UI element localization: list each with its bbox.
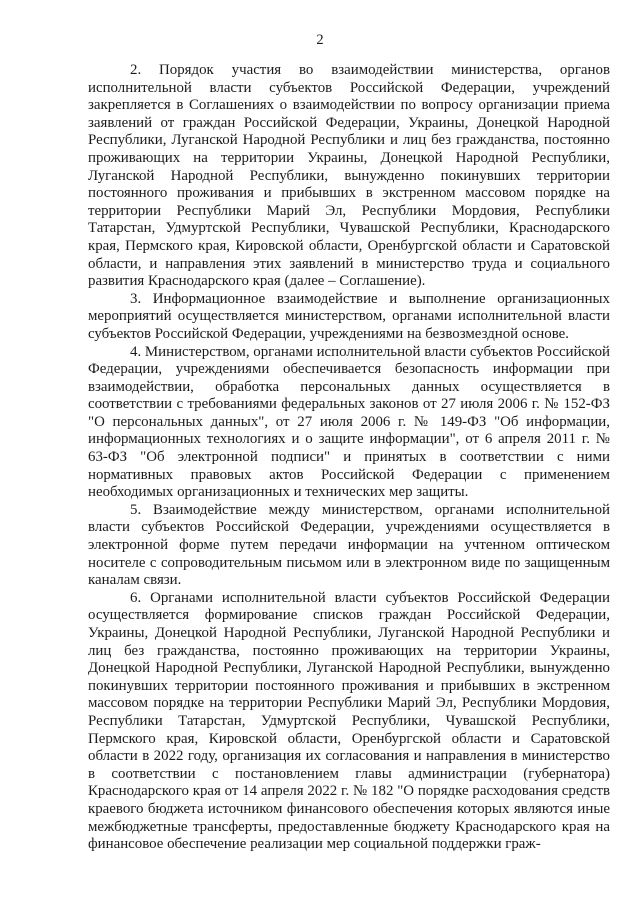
paragraph-4: 4. Министерством, органами исполнительной власти субъектов Российской Федерации, учреждениями обеспечивается безопасность информации при взаимодействии, обработка персональных данных осуществляется в соответствии с требованиями федеральных законов от 27 июля 2006 г. № 152-ФЗ "О персональных данных", от 27 июля 2006 г. № 149-ФЗ "Об информации, информационных технологиях и о защите информации", от 6 апреля 2011 г. № 63-ФЗ "Об электронной подписи" и принятых в соответствии с ними нормативных правовых актов Российской Федерации с применением необходимых организационных и технических мер защиты. — [88, 343, 610, 501]
paragraph-5: 5. Взаимодействие между министерством, органами исполнительной власти субъектов Российской Федерации, учреждениями осуществляется в электронной форме путем передачи информации на учтенном оптическом носителе с сопроводительным письмом или в электронном виде по защищенным каналам связи. — [88, 501, 610, 589]
document-body — [88, 62, 610, 854]
paragraph-3: 3. Информационное взаимодействие и выполнение организационных мероприятий осуществляется министерством, органами исполнительной власти субъектов Российской Федерации, учреждениями на безвозмездной основе. — [88, 290, 610, 342]
paragraph-2: 2. Порядок участия во взаимодействии министерства, органов исполнительной власти субъектов Российской Федерации, учреждений закрепляется в Соглашениях о взаимодействии по вопросу организации приема заявлений от граждан Российской Федерации, Украины, Донецкой Народной Республики, Луганской Народной Республики и лиц без гражданства, постоянно проживающих на территории Украины, Донецкой Народной Республики, Луганской Народной Республики, вынужденно покинувших территории постоянного проживания и прибывших в экстренном массовом порядке на территории Республики Марий Эл, Республики Мордовия, Республики Татарстан, Удмуртской Республики, Чувашской Республики, Краснодарского края, Пермского края, Кировской области, Оренбургской области и Саратовской области, и направления этих заявлений в министерство труда и социального развития Краснодарского края (далее – Соглашение). — [88, 62, 610, 290]
paragraph-6: 6. Органами исполнительной власти субъектов Российской Федерации осуществляется формирование списков граждан Российской Федерации, Украины, Донецкой Народной Республики, Луганской Народной Республики и лиц без гражданства, постоянно проживающих на территории Украины, Донецкой Народной Республики, Луганской Народной Республики, вынужденно покинувших территории постоянного проживания и прибывших в экстренном массовом порядке на территории Республики Марий Эл, Республики Мордовия, Республики Татарстан, Удмуртской Республики, Чувашской Республики, Пермского края, Кировской области, Оренбургской области и Саратовской области в 2022 году, организация их согласования и направления в министерство в соответствии с постановлением главы администрации (губернатора) Краснодарского края от 14 апреля 2022 г. № 182 "О порядке расходования средств краевого бюджета источником финансового обеспечения которых являются иные межбюджетные трансферты, предоставленные бюджету Краснодарского края на финансовое обеспечение реализации мер социальной поддержки граж- — [88, 589, 610, 853]
page-number: 2 — [316, 32, 324, 48]
